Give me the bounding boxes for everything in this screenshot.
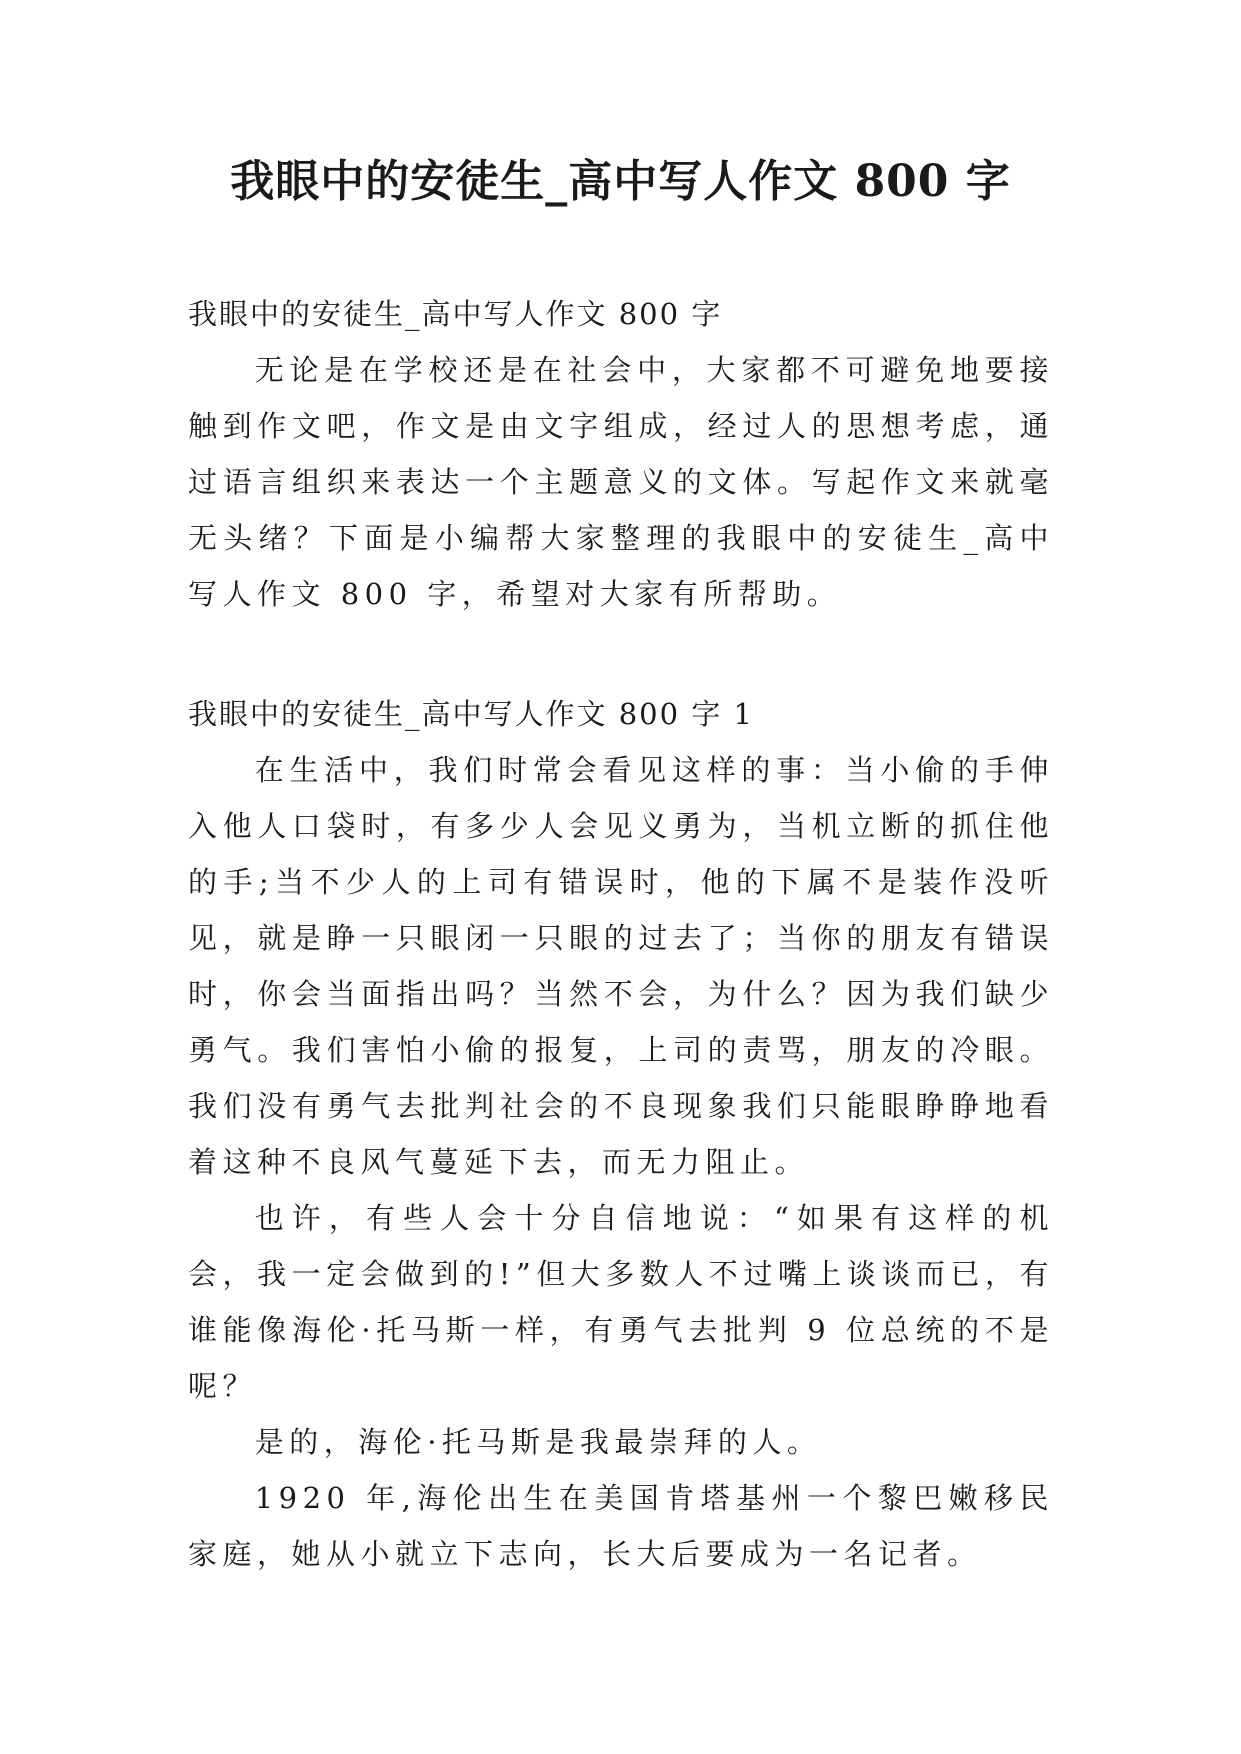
body-paragraph: 1920 年,海伦出生在美国肯塔基州一个黎巴嫩移民家庭，她从小就立下志向，长大后要成为一名记者。 xyxy=(188,1481,1054,1571)
section-heading: 我眼中的安徒生_高中写人作文 800 字 1 xyxy=(188,697,754,731)
body-paragraph: 是的，海伦·托马斯是我最崇拜的人。 xyxy=(254,1425,822,1459)
section-spacer xyxy=(188,622,1054,686)
intro-paragraph: 无论是在学校还是在社会中，大家都不可避免地要接触到作文吧，作文是由文字组成，经过人的思想考虑，通过语言组织来表达一个主题意义的文体。写起作文来就毫无头绪？下面是小编帮大家整理的我眼中的安徒生_高中写人作文 800 字，希望对大家有所帮助。 xyxy=(188,353,1054,611)
document-body xyxy=(188,286,1054,1582)
body-paragraph: 在生活中，我们时常会看见这样的事：当小偷的手伸入他人口袋时，有多少人会见义勇为，当机立断的抓住他的手;当不少人的上司有错误时，他的下属不是装作没听见，就是睁一只眼闭一只眼的过去了；当你的朋友有错误时，你会当面指出吗？当然不会，为什么？因为我们缺少勇气。我们害怕小偷的报复，上司的责骂，朋友的冷眼。我们没有勇气去批判社会的不良现象我们只能眼睁睁地看着这种不良风气蔓延下去，而无力阻止。 xyxy=(188,753,1054,1179)
body-paragraph: 也许，有些人会十分自信地说：“如果有这样的机会，我一定会做到的!”但大多数人不过嘴上谈谈而已，有谁能像海伦·托马斯一样，有勇气去批判 9 位总统的不是呢？ xyxy=(188,1201,1054,1403)
document-title: 我眼中的安徒生_高中写人作文 800 字 xyxy=(230,156,1011,207)
intro-heading: 我眼中的安徒生_高中写人作文 800 字 xyxy=(188,297,723,331)
